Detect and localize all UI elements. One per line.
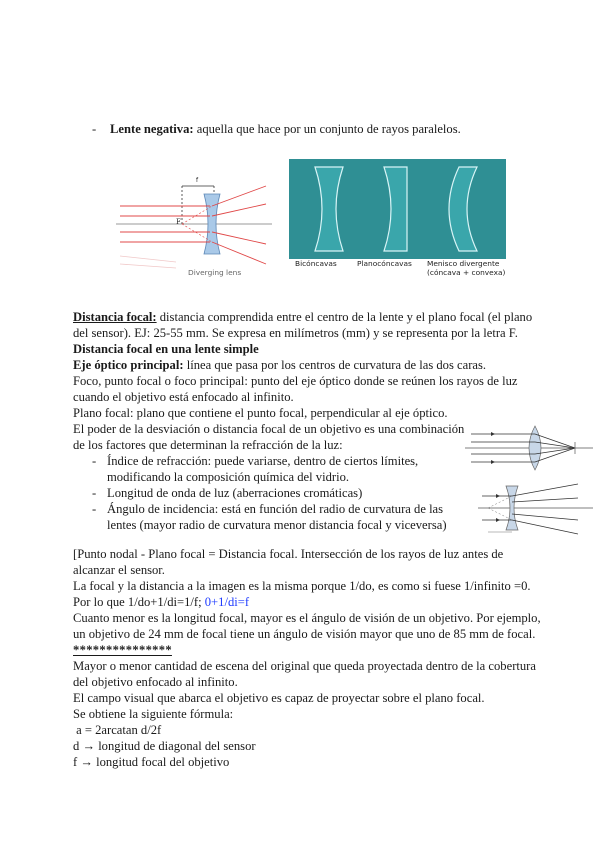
diverging-lens-figure xyxy=(116,176,272,278)
factor-3-line1: Ángulo de incidencia: está en función del radio de curvatura de las xyxy=(107,502,444,516)
nodal-line6: un objetivo de 24 mm de focal tiene un ángulo de visión mayor que uno de 85 mm de focal. xyxy=(73,627,536,641)
power-line2: de los factores que determinan la refracción de la luz: xyxy=(73,438,343,452)
factor-bullet-1: - xyxy=(92,454,97,468)
factor-2-line1: Longitud de onda de luz (aberraciones cromáticas) xyxy=(107,486,363,500)
focal-definition-line1 xyxy=(73,309,532,325)
focal-definition-line2: del sensor). EJ: 25-55 mm. Se expresa en milímetros (mm) y se representa por la letra F. xyxy=(73,326,518,340)
factor-1-line2: modificando la composición química del vidrio. xyxy=(107,470,350,484)
separator: *************** xyxy=(73,643,172,657)
lens-equation-result: 0+1/di=f xyxy=(204,595,250,609)
focal-length-label: f xyxy=(196,177,199,184)
nodal-line3: La focal y la distancia a la imagen es la misma porque 1/do, es como si fuese 1/infinito =0. xyxy=(73,579,531,593)
focal-text1: distancia comprendida entre el centro de la lente y el plano focal (el plano xyxy=(156,310,533,324)
diverging-lens-caption: Diverging lens xyxy=(188,268,242,277)
angle-formula: a = 2arcatan d/2f xyxy=(73,723,162,737)
factor-3-line2: lentes (mayor radio de curvatura menor distancia focal y viceversa) xyxy=(107,518,447,532)
angle-d-definition: d → longitud de diagonal del sensor xyxy=(73,739,256,753)
angle-line1: Mayor o menor cantidad de escena del original que queda proyectada dentro de la cobertura xyxy=(73,659,536,673)
lente-negativa-text: aquella que hace por un conjunto de rayos paralelos. xyxy=(193,122,461,136)
lens-equation: Por lo que 1/do+1/di=1/f; xyxy=(73,595,205,609)
focus-line1: Foco, punto focal o foco principal: punto del eje óptico donde se reúnen los rayos de luz xyxy=(73,374,518,388)
optical-axis-term: Eje óptico principal: xyxy=(73,358,184,372)
focal-heading: Distancia focal: xyxy=(73,310,157,324)
lente-negativa-line xyxy=(110,121,461,137)
angle-line2: del objetivo enfocado al infinito. xyxy=(73,675,238,689)
lente-negativa-term: Lente negativa: xyxy=(110,122,194,136)
concave-lens-types-figure xyxy=(289,159,506,277)
caption-meniscus-sub: (cóncava + convexa) xyxy=(427,268,506,277)
convex-lens-ray-figure xyxy=(465,420,593,478)
concave-lens-ray-figure xyxy=(478,480,593,538)
optical-axis-line xyxy=(73,357,486,373)
nodal-line1: [Punto nodal - Plano focal = Distancia focal. Intersección de los rayos de luz antes de xyxy=(73,547,504,561)
caption-planoconcave: Planocóncavas xyxy=(357,259,412,268)
bullet-dash: - xyxy=(92,122,97,136)
factor-bullet-3: - xyxy=(92,502,97,516)
factor-bullet-2: - xyxy=(92,486,97,500)
optical-axis-text: línea que pasa por los centros de curvatura de las dos caras. xyxy=(183,358,487,372)
angle-line3: El campo visual que abarca el objetivo es capaz de proyectar sobre el plano focal. xyxy=(73,691,485,705)
nodal-line4 xyxy=(73,594,249,610)
focal-point-label: F xyxy=(176,218,181,226)
focus-line2: cuando el objetivo está enfocado al infinito. xyxy=(73,390,294,404)
power-line1: El poder de la desviación o distancia focal de un objetivo es una combinación xyxy=(73,422,465,436)
angle-f-definition: f → longitud focal del objetivo xyxy=(73,755,230,769)
caption-meniscus: Menisco divergente xyxy=(427,259,500,268)
focal-subheading: Distancia focal en una lente simple xyxy=(73,342,259,356)
focal-plane-line: Plano focal: plano que contiene el punto focal, perpendicular al eje óptico. xyxy=(73,406,448,420)
factor-1-line1: Índice de refracción: puede variarse, dentro de ciertos límites, xyxy=(107,454,419,468)
nodal-line5: Cuanto menor es la longitud focal, mayor es el ángulo de visión de un objetivo. Por ejemplo, xyxy=(73,611,541,625)
angle-line4: Se obtiene la siguiente fórmula: xyxy=(73,707,234,721)
nodal-line2: alcanzar el sensor. xyxy=(73,563,165,577)
caption-biconcave: Bicóncavas xyxy=(295,259,337,268)
